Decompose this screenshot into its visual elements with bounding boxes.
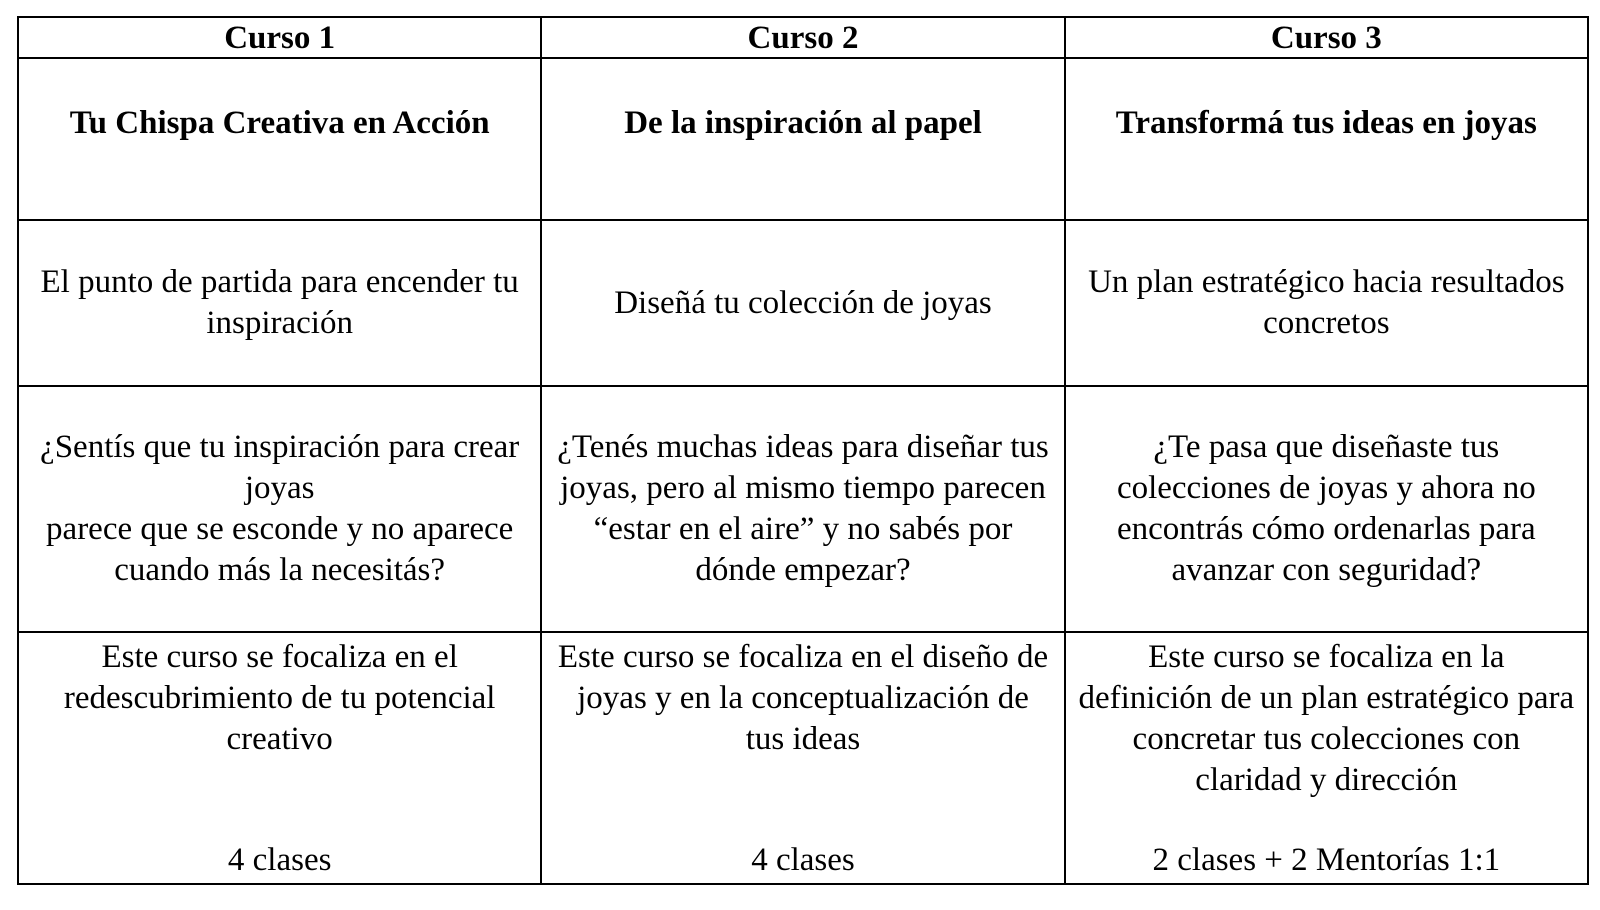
course-1-description: Este curso se focaliza en el redescubrimiento de tu potencial creativo	[63, 639, 496, 757]
course-1-title: Tu Chispa Creativa en Acción	[18, 58, 541, 220]
course-2-title: De la inspiración al papel	[541, 58, 1064, 220]
course-1-question	[18, 386, 541, 632]
course-label-row	[18, 17, 1588, 58]
course-3-subtitle: Un plan estratégico hacia resultados concretos	[1065, 220, 1588, 386]
course-1-question-line-2: parece que se esconde y no aparece cuando más la necesitás?	[46, 511, 514, 588]
course-question-row	[18, 386, 1588, 632]
course-1-label: Curso 1	[18, 17, 541, 58]
course-description-row	[18, 632, 1588, 884]
course-3-question-line-1: ¿Te pasa que diseñaste tus colecciones de joyas y ahora no encontrás cómo ordenarlas para avanzar con seguridad?	[1116, 429, 1536, 588]
course-1-question-line-1: ¿Sentís que tu inspiración para crear joyas	[40, 429, 520, 506]
course-2-description: Este curso se focaliza en el diseño de joyas y en la conceptualización de tus ideas	[557, 639, 1049, 757]
course-3-title: Transformá tus ideas en joyas	[1065, 58, 1588, 220]
course-2-question	[541, 386, 1064, 632]
course-2-subtitle: Diseñá tu colección de joyas	[541, 220, 1064, 386]
course-title-row	[18, 58, 1588, 220]
course-2-question-line-1: ¿Tenés muchas ideas para diseñar tus joyas, pero al mismo tiempo parecen “estar en el aire” y no sabés por dónde empezar?	[557, 429, 1049, 588]
course-1-subtitle: El punto de partida para encender tu inspiración	[18, 220, 541, 386]
course-3-description: Este curso se focaliza en la definición de un plan estratégico para concretar tus colecciones con claridad y dirección	[1078, 639, 1575, 798]
course-3-question	[1065, 386, 1588, 632]
courses-comparison-table	[17, 16, 1589, 885]
course-3-classes: 2 clases + 2 Mentorías 1:1	[1152, 842, 1501, 878]
course-3-description-cell	[1065, 632, 1588, 884]
course-2-classes: 4 clases	[751, 842, 855, 878]
course-1-classes: 4 clases	[227, 842, 332, 878]
course-2-description-cell	[541, 632, 1064, 884]
course-1-description-cell	[18, 632, 541, 884]
course-subtitle-row	[18, 220, 1588, 386]
course-3-label: Curso 3	[1065, 17, 1588, 58]
course-2-label: Curso 2	[541, 17, 1064, 58]
